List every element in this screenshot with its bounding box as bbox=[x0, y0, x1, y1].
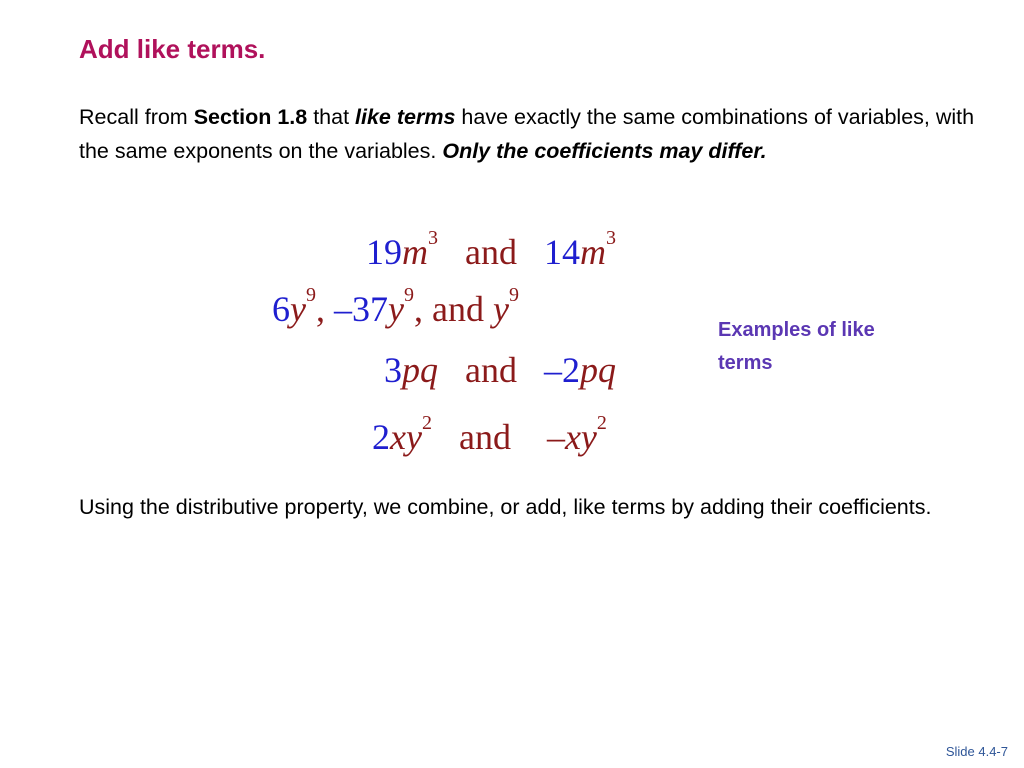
side-note: Examples of like terms bbox=[718, 319, 875, 374]
variable: xy bbox=[564, 417, 597, 457]
separator: , bbox=[315, 289, 334, 329]
and-word: and bbox=[465, 350, 517, 390]
coefficient: 14 bbox=[543, 232, 580, 272]
exponent: 3 bbox=[605, 227, 616, 249]
like-terms-emphasis: like terms bbox=[355, 105, 456, 129]
intro-text-3: have exactly the same combinations of variables, with the same exponents on the variables. bbox=[79, 105, 975, 163]
section-reference: Section 1.8 bbox=[193, 105, 308, 129]
separator: , bbox=[413, 289, 432, 329]
exponent: 3 bbox=[428, 227, 438, 249]
variable: m bbox=[402, 232, 428, 272]
and-word: and bbox=[465, 232, 517, 272]
variable: xy bbox=[390, 417, 422, 457]
exponent: 2 bbox=[421, 412, 432, 434]
and-word: and bbox=[431, 289, 484, 329]
example-row-2 bbox=[272, 284, 519, 329]
variable: y bbox=[290, 289, 306, 329]
intro-paragraph bbox=[79, 100, 979, 168]
conclusion-paragraph: Using the distributive property, we combine, or add, like terms by adding their coefficients. bbox=[79, 495, 932, 519]
intro-text-1: Recall from bbox=[79, 105, 194, 129]
intro-text-2: that bbox=[307, 105, 356, 129]
variable: y bbox=[387, 289, 404, 329]
example-row-4 bbox=[372, 412, 607, 457]
example-row-3 bbox=[384, 350, 616, 390]
slide-number: Slide 4.4-7 bbox=[945, 744, 1008, 759]
coefficients-emphasis: Only the coefficients may differ. bbox=[442, 139, 767, 163]
exponent: 9 bbox=[403, 284, 414, 306]
exponent: 2 bbox=[596, 412, 607, 434]
coefficient: 3 bbox=[384, 350, 402, 390]
variable: y bbox=[492, 289, 509, 329]
coefficient: –2 bbox=[543, 350, 580, 390]
and-word: and bbox=[458, 417, 511, 457]
variable: pq bbox=[579, 350, 616, 390]
coefficient: 19 bbox=[366, 232, 402, 272]
coefficient: –37 bbox=[333, 289, 388, 329]
coefficient: 2 bbox=[372, 417, 390, 457]
coefficient: 6 bbox=[272, 289, 290, 329]
exponent: 9 bbox=[305, 284, 316, 306]
variable: pq bbox=[402, 350, 438, 390]
exponent: 9 bbox=[508, 284, 519, 306]
variable: m bbox=[579, 232, 606, 272]
slide-title: Add like terms. bbox=[79, 34, 266, 64]
negative-sign: – bbox=[546, 417, 565, 457]
example-row-1 bbox=[366, 227, 616, 272]
